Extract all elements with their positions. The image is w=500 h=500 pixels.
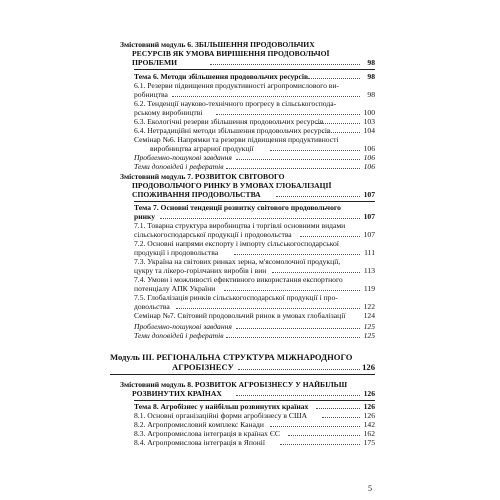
toc-text: 7.2. Основні напрями експорту і імпорту сільськогосподарської (134, 239, 339, 248)
toc-text: РЕСУРСІВ ЯК УМОВА ВИРІШЕННЯ ПРОДОВОЛЬЧОЇ (132, 49, 330, 58)
toc-text: Проблемно-пошукові завдання (134, 153, 232, 162)
toc-text: Змістовний модуль 6. ЗБІЛЬШЕННЯ ПРОДОВОЛЬЧИХ (120, 40, 315, 49)
toc-text: СПОЖИВАННЯ ПРОДОВОЛЬСТВА (132, 190, 261, 199)
page-number: 98 (367, 58, 375, 67)
page-number: 142 (363, 420, 375, 429)
toc-text: 8.3. Агропромислова інтеграція в країнах ЄС (134, 429, 280, 438)
divider (134, 400, 375, 401)
page-number: 104 (363, 126, 375, 135)
toc-text: Семінар №6. Напрямки та резерви підвищення продуктивності (134, 135, 339, 144)
toc-text: потенціалу АПК України (134, 284, 216, 293)
toc-text: ринку (134, 212, 156, 221)
page-number: 103 (363, 117, 375, 126)
page-number: 98 (367, 72, 375, 81)
page-number: 119 (363, 284, 375, 293)
toc-text: Змістовний модуль 8. РОЗВИТОК АГРОБІЗНЕСУ У НАЙБІЛЬШ (120, 380, 348, 389)
toc-text: Модуль III. РЕГІОНАЛЬНА СТРУКТУРА МІЖНАРОДНОГО (110, 352, 353, 362)
toc-text: робництва (134, 90, 168, 99)
toc-text: ПРОДОВОЛЬЧОГО РИНКУ В УМОВАХ ГЛОБАЛІЗАЦІЇ (132, 181, 332, 190)
toc-text: АГРОБІЗНЕСУ (172, 362, 234, 372)
page-number: 125 (363, 322, 375, 331)
page-number: 125 (363, 331, 375, 340)
page-number: 107 (363, 190, 375, 199)
page-number: 107 (363, 230, 375, 239)
page-number: 98 (367, 90, 375, 99)
page-number: 113 (363, 266, 375, 275)
page-number: 162 (363, 429, 375, 438)
toc-text: Теми доповідей і рефератів (134, 331, 224, 340)
toc-text: Проблемно-пошукові завдання (134, 322, 232, 331)
toc-text: продукції і продовольства (134, 248, 219, 257)
page-number: 126 (363, 411, 375, 420)
toc-text: довольства (134, 302, 170, 311)
page-number: 100 (363, 108, 375, 117)
toc-text: цукру та лікеро-горілчаних виробів і вин (134, 266, 267, 275)
toc-text: сільськогосподарської продукції і продовольства (134, 230, 292, 239)
toc-text: 8.1. Основні організаційні форми агробізнесу в США (134, 411, 308, 420)
toc-text: 6.1. Резерви підвищення продуктивності агропромислового ви- (134, 81, 339, 90)
toc-text: Семінар №7. Світовий продовольчий ринок в умовах глобалізації (134, 311, 346, 320)
toc-text: 7.1. Товарна структура виробництва і торгівлі основними видами (134, 221, 346, 230)
page-folio: 5 (368, 484, 372, 493)
page-number: 106 (363, 144, 375, 153)
page-number: 106 (363, 162, 375, 171)
toc-text: 7.4. Умови і можливості ефективного використання експортного (134, 275, 343, 284)
toc-text: Тема 7. Основні тенденції розвитку світового продовольчого (134, 203, 341, 212)
page-number: 122 (363, 302, 375, 311)
divider (110, 374, 375, 375)
toc-text: Теми доповідей і рефератів (134, 162, 224, 171)
page-number: 126 (362, 362, 375, 372)
toc-text: 7.5. Глобалізація ринків сільськогосподарської продукції і про- (134, 293, 338, 302)
toc-text: 6.4. Нетрадиційні методи збільшення продовольчих ресурсів (134, 126, 331, 135)
toc-text: ПРОБЛЕМИ (132, 58, 178, 67)
page-number: 126 (363, 389, 375, 398)
page-number: 126 (363, 402, 375, 411)
toc-text: 8.2. Агропромисловий комплекс Канади (134, 420, 264, 429)
divider (134, 201, 375, 202)
page-number: 111 (364, 248, 375, 257)
toc-text: 7.3. Україна на світових ринках зерна, м'ясомолочної продукції, (134, 257, 341, 266)
toc-text: 6.3. Екологічні резерви збільшення продовольчих ресурсів (134, 117, 324, 126)
page-number: 106 (363, 153, 375, 162)
page-number: 124 (363, 311, 375, 320)
toc-text: 8.4. Агропромислова інтеграція в Японії (134, 438, 265, 447)
toc-text: РОЗВИНУТИХ КРАЇНАХ (132, 389, 222, 398)
toc-text: виробництва аграрної продукції (150, 144, 254, 153)
toc-text: Змістовний модуль 7. РОЗВИТОК СВІТОВОГО (120, 172, 285, 181)
page-number: 107 (363, 212, 375, 221)
toc-text: Тема 6. Методи збільшення продовольчих ресурсів (134, 72, 309, 81)
toc-text: 6.2. Тенденції науково-технічного прогресу в сільськогоспода- (134, 99, 337, 108)
toc-text: рському виробництві (134, 108, 203, 117)
divider (134, 69, 375, 70)
page-number: 175 (363, 438, 375, 447)
toc-text: Тема 8. Агробізнес у найбільш розвинутих країнах (134, 402, 309, 411)
